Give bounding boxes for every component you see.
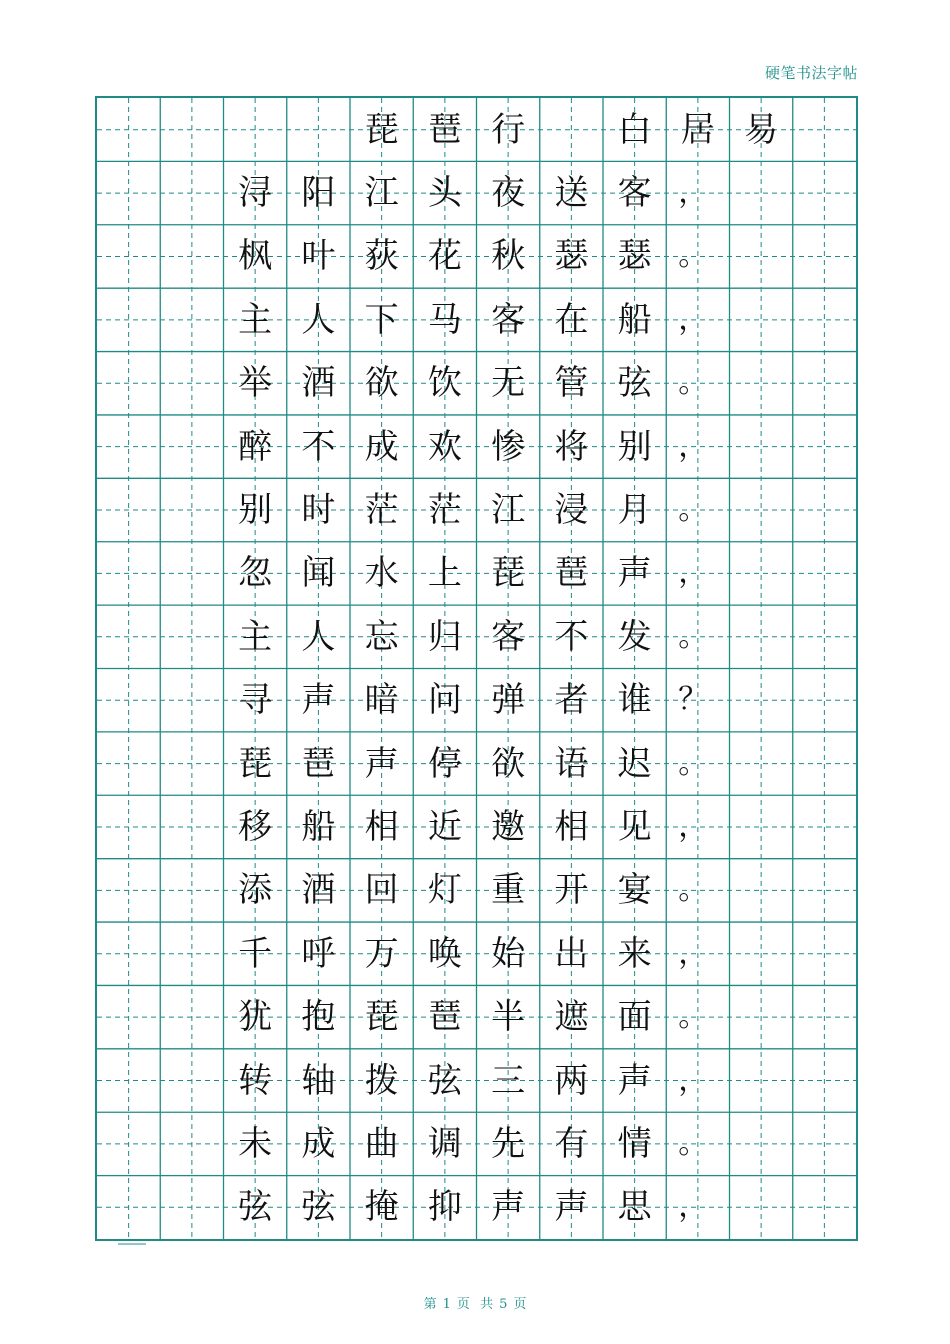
grid-character: 琵 <box>238 743 273 784</box>
page-header-title: 硬笔书法字帖 <box>764 64 858 82</box>
grid-character: 成 <box>301 1123 336 1164</box>
grid-character: 相 <box>364 806 399 847</box>
grid-character: 别 <box>617 426 652 467</box>
grid-character: 惨 <box>491 426 526 467</box>
grid-character: 举 <box>238 363 273 404</box>
grid-punctuation: ， <box>678 175 709 211</box>
grid-character: 唤 <box>427 933 462 974</box>
calligraphy-grid <box>95 96 858 1241</box>
grid-character: 重 <box>491 870 526 911</box>
grid-character: 欢 <box>427 426 462 467</box>
grid-character: 暗 <box>364 680 399 721</box>
grid-character: 停 <box>427 743 462 784</box>
grid-character: 开 <box>554 870 589 911</box>
grid-character: 人 <box>301 299 336 340</box>
grid-character: 宴 <box>617 870 652 911</box>
grid-character: 忘 <box>364 616 399 657</box>
grid-character: 琶 <box>554 553 589 594</box>
grid-character: 主 <box>238 299 273 340</box>
grid-punctuation: ？ <box>678 682 709 718</box>
grid-character: 弦 <box>301 1187 336 1228</box>
grid-character: 遮 <box>554 997 589 1038</box>
footer-page-unit: 页 <box>456 1297 470 1312</box>
grid-character: 思 <box>617 1187 652 1228</box>
grid-character: 有 <box>554 1123 589 1164</box>
grid-character: 主 <box>238 616 273 657</box>
grid-character: 面 <box>617 997 652 1038</box>
grid-character: 声 <box>617 1060 652 1101</box>
grid-character: 抑 <box>427 1187 462 1228</box>
grid-character: 月 <box>617 490 652 531</box>
grid-character: 两 <box>554 1060 589 1101</box>
grid-character: 叶 <box>301 236 336 277</box>
grid-punctuation: ， <box>678 301 709 337</box>
grid-character: 万 <box>364 933 399 974</box>
grid-character: 问 <box>427 680 462 721</box>
grid-character: 不 <box>301 426 336 467</box>
grid-character: 回 <box>364 870 399 911</box>
grid-character: 弦 <box>617 363 652 404</box>
grid-character: 瑟 <box>554 236 589 277</box>
grid-character: 琵 <box>364 997 399 1038</box>
grid-character: 移 <box>238 806 273 847</box>
grid-character: 声 <box>364 743 399 784</box>
grid-character: 三 <box>491 1060 526 1101</box>
grid-character: 拨 <box>364 1060 399 1101</box>
grid-character: 行 <box>491 109 526 150</box>
grid-punctuation: 。 <box>678 618 709 654</box>
grid-character: 声 <box>554 1187 589 1228</box>
grid-character: 江 <box>491 490 526 531</box>
grid-character: 不 <box>554 616 589 657</box>
grid-character: 无 <box>491 363 526 404</box>
grid-punctuation: ， <box>678 935 709 971</box>
grid-character: 声 <box>491 1187 526 1228</box>
grid-character: 转 <box>238 1060 273 1101</box>
grid-character: 船 <box>617 299 652 340</box>
grid-character: 邀 <box>491 806 526 847</box>
grid-character: 相 <box>554 806 589 847</box>
corner-mark <box>118 1243 146 1245</box>
grid-character: 出 <box>554 933 589 974</box>
grid-character: 下 <box>364 299 399 340</box>
grid-character: 饮 <box>427 363 462 404</box>
grid-character: 成 <box>364 426 399 467</box>
grid-character: 浸 <box>554 490 589 531</box>
grid-punctuation: 。 <box>678 365 709 401</box>
grid-punctuation: 。 <box>678 238 709 274</box>
grid-character: 情 <box>617 1123 652 1164</box>
grid-character: 易 <box>744 109 779 150</box>
grid-character: 谁 <box>617 680 652 721</box>
grid-character: 船 <box>301 806 336 847</box>
grid-character: 阳 <box>301 173 336 214</box>
grid-character: 别 <box>238 490 273 531</box>
grid-character: 上 <box>427 553 462 594</box>
grid-character: 琶 <box>427 997 462 1038</box>
grid-character: 来 <box>617 933 652 974</box>
grid-punctuation: 。 <box>678 492 709 528</box>
grid-character: 居 <box>680 109 715 150</box>
grid-character: 掩 <box>364 1187 399 1228</box>
grid-character: 酒 <box>301 870 336 911</box>
grid-character: 浔 <box>238 173 273 214</box>
grid-character: 灯 <box>427 870 462 911</box>
grid-character: 客 <box>617 173 652 214</box>
grid-character: 琶 <box>427 109 462 150</box>
grid-punctuation: 。 <box>678 745 709 781</box>
grid-character: 欲 <box>491 743 526 784</box>
grid-character: 见 <box>617 806 652 847</box>
grid-character: 枫 <box>238 236 273 277</box>
grid-character: 发 <box>617 616 652 657</box>
grid-character: 添 <box>238 870 273 911</box>
grid-punctuation: 。 <box>678 1125 709 1161</box>
grid-character: 未 <box>238 1123 273 1164</box>
grid-character: 声 <box>617 553 652 594</box>
grid-character: 秋 <box>491 236 526 277</box>
grid-character: 头 <box>427 173 462 214</box>
grid-punctuation: ， <box>678 428 709 464</box>
grid-punctuation: 。 <box>678 872 709 908</box>
page-footer <box>0 1293 950 1312</box>
grid-character: 茫 <box>427 490 462 531</box>
footer-total-prefix: 共 <box>480 1297 494 1312</box>
grid-character: 醉 <box>238 426 273 467</box>
grid-character: 白 <box>617 109 652 150</box>
grid-character: 调 <box>427 1123 462 1164</box>
grid-character: 荻 <box>364 236 399 277</box>
grid-character: 瑟 <box>617 236 652 277</box>
grid-character: 曲 <box>364 1123 399 1164</box>
grid-character: 将 <box>554 426 589 467</box>
footer-prefix: 第 <box>423 1297 437 1312</box>
grid-character: 寻 <box>238 680 273 721</box>
footer-total-unit: 页 <box>513 1297 527 1312</box>
grid-character: 琵 <box>364 109 399 150</box>
grid-character: 管 <box>554 363 589 404</box>
grid-character: 夜 <box>491 173 526 214</box>
grid-character: 闻 <box>301 553 336 594</box>
grid-character: 客 <box>491 616 526 657</box>
grid-character: 人 <box>301 616 336 657</box>
grid-character: 呼 <box>301 933 336 974</box>
grid-punctuation: ， <box>678 1189 709 1225</box>
grid-character: 忽 <box>238 553 273 594</box>
grid-punctuation: ， <box>678 555 709 591</box>
footer-page-number: 1 <box>442 1297 451 1312</box>
grid-character: 者 <box>554 680 589 721</box>
grid-punctuation: ， <box>678 808 709 844</box>
grid-character: 水 <box>364 553 399 594</box>
grid-character: 酒 <box>301 363 336 404</box>
grid-character: 在 <box>554 299 589 340</box>
grid-character: 声 <box>301 680 336 721</box>
grid-character: 始 <box>491 933 526 974</box>
grid-character: 马 <box>427 299 462 340</box>
grid-character: 欲 <box>364 363 399 404</box>
grid-character: 弦 <box>238 1187 273 1228</box>
grid-punctuation: ， <box>678 1062 709 1098</box>
footer-total-pages: 5 <box>499 1297 508 1312</box>
grid-character: 迟 <box>617 743 652 784</box>
grid-character: 语 <box>554 743 589 784</box>
grid-character: 琵 <box>491 553 526 594</box>
grid-character: 犹 <box>238 997 273 1038</box>
grid-character: 客 <box>491 299 526 340</box>
grid-character: 归 <box>427 616 462 657</box>
grid-character: 轴 <box>301 1060 336 1101</box>
grid-character: 千 <box>238 933 273 974</box>
grid-punctuation: 。 <box>678 999 709 1035</box>
grid-character: 弦 <box>427 1060 462 1101</box>
grid-character: 花 <box>427 236 462 277</box>
grid-character: 茫 <box>364 490 399 531</box>
grid-character: 琶 <box>301 743 336 784</box>
grid-character: 送 <box>554 173 589 214</box>
grid-character: 半 <box>491 997 526 1038</box>
grid-character: 弹 <box>491 680 526 721</box>
grid-character: 近 <box>427 806 462 847</box>
grid-character: 江 <box>364 173 399 214</box>
grid-character: 抱 <box>301 997 336 1038</box>
grid-character: 时 <box>301 490 336 531</box>
grid-character: 先 <box>491 1123 526 1164</box>
